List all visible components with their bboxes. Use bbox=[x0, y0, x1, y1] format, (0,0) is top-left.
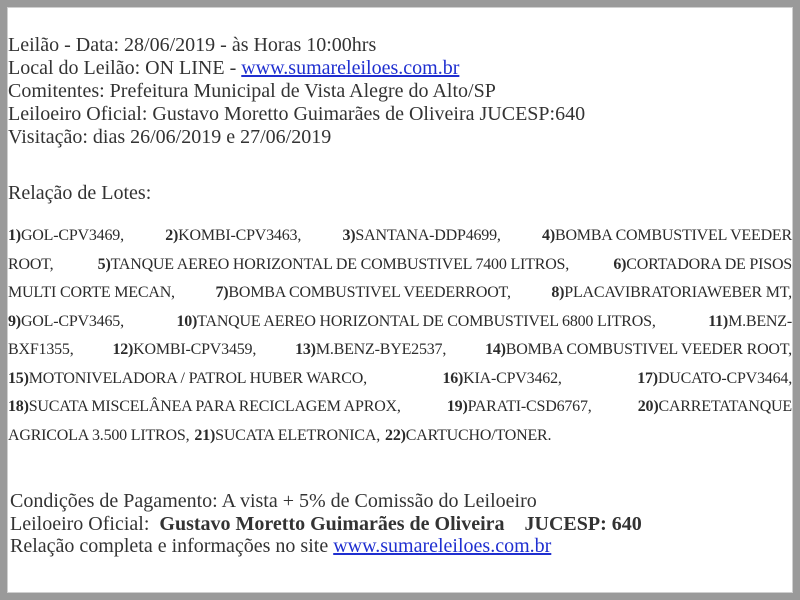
lot-description: CARRETATANQUE bbox=[658, 398, 792, 415]
lot-description: KIA-CPV3462, bbox=[463, 369, 562, 387]
lot-item bbox=[551, 279, 792, 308]
lot-number: 5) bbox=[97, 255, 111, 273]
lot-number: 2) bbox=[165, 227, 179, 244]
lot-description: ROOT, bbox=[8, 255, 54, 273]
lot-description: BOMBA COMBUSTIVEL VEEDER bbox=[554, 227, 792, 244]
location-label: Local do Leilão: ON LINE - bbox=[8, 57, 242, 79]
lot-item bbox=[194, 422, 380, 451]
lot-item bbox=[442, 365, 561, 394]
lot-item bbox=[447, 393, 592, 422]
lot-number: 1) bbox=[8, 227, 21, 244]
lot-description: AGRICOLA 3.500 LITROS, bbox=[8, 426, 190, 444]
lot-description: TANQUE AEREO HORIZONTAL DE COMBUSTIVEL 6800 LITROS, bbox=[197, 312, 656, 330]
footer-auctioneer-label: Leiloeiro Oficial: bbox=[10, 512, 150, 535]
lot-item bbox=[708, 308, 792, 337]
lot-item bbox=[613, 251, 792, 280]
auction-footer bbox=[10, 490, 790, 558]
lot-description: DUCATO-CPV3464, bbox=[657, 369, 792, 387]
lot-number: 21) bbox=[194, 426, 216, 444]
lot-item bbox=[342, 222, 500, 251]
lot-description: CARTUCHO/TONER. bbox=[405, 426, 552, 444]
lot-description: TANQUE AEREO HORIZONTAL DE COMBUSTIVEL 7400 LITROS, bbox=[110, 255, 570, 273]
lot-number: 10) bbox=[176, 312, 198, 330]
lot-item bbox=[8, 279, 175, 308]
lot-description: SUCATA MISCELÂNEA PARA RECICLAGEM APROX, bbox=[28, 398, 401, 415]
lot-item bbox=[295, 336, 446, 365]
lots-row bbox=[8, 365, 792, 394]
footer-site-link[interactable]: www.sumareleiloes.com.br bbox=[333, 535, 552, 557]
lot-description: M.BENZ-BYE2537, bbox=[315, 341, 447, 358]
full-listing-line bbox=[10, 535, 790, 558]
lots-list bbox=[8, 222, 792, 450]
lot-number: 16) bbox=[442, 369, 464, 387]
lot-description: GOL-CPV3469, bbox=[20, 227, 124, 244]
lot-description: PARATI-CSD6767, bbox=[467, 398, 592, 415]
lots-row bbox=[8, 422, 792, 451]
lot-description: KOMBI-CPV3463, bbox=[178, 227, 302, 244]
footer-auctioneer-line bbox=[10, 513, 790, 536]
auction-date-line: Leilão - Data: 28/06/2019 - às Horas 10:00hrs bbox=[8, 34, 377, 56]
lot-item bbox=[385, 422, 551, 451]
lot-item bbox=[485, 336, 792, 365]
lot-description: SUCATA ELETRONICA, bbox=[215, 426, 381, 444]
lot-item bbox=[215, 279, 510, 308]
lot-description: BOMBA COMBUSTIVEL VEEDER ROOT, bbox=[505, 341, 792, 358]
lot-number: 22) bbox=[385, 426, 406, 444]
lots-row bbox=[8, 336, 792, 365]
lot-number: 12) bbox=[112, 341, 134, 358]
lot-number: 7) bbox=[215, 284, 229, 301]
lot-number: 19) bbox=[446, 398, 468, 415]
lots-title: Relação de Lotes: bbox=[8, 182, 152, 204]
lot-number: 13) bbox=[295, 341, 316, 358]
lot-number: 17) bbox=[637, 369, 658, 387]
lot-item bbox=[8, 308, 124, 337]
lot-item bbox=[8, 422, 189, 451]
lot-item bbox=[638, 393, 792, 422]
lots-row bbox=[8, 251, 792, 280]
lot-number: 18) bbox=[8, 398, 29, 415]
comitentes-line: Comitentes: Prefeitura Municipal de Vista Alegre do Alto/SP bbox=[8, 80, 496, 102]
lot-number: 3) bbox=[342, 227, 356, 244]
visitation-line: Visitação: dias 26/06/2019 e 27/06/2019 bbox=[8, 126, 332, 148]
lot-number: 14) bbox=[485, 341, 506, 358]
full-listing-label: Relação completa e informações no site bbox=[10, 535, 334, 557]
lot-item bbox=[8, 222, 124, 251]
lot-description: GOL-CPV3465, bbox=[20, 312, 124, 330]
lot-number: 4) bbox=[542, 227, 555, 244]
lot-description: MULTI CORTE MECAN, bbox=[8, 284, 175, 301]
lot-item bbox=[542, 222, 792, 251]
footer-auctioneer-name: Gustavo Moretto Guimarães de Oliveira bbox=[159, 512, 505, 535]
lots-row bbox=[8, 308, 792, 337]
auctioneer-line: Leiloeiro Oficial: Gustavo Moretto Guimarães de Oliveira JUCESP:640 bbox=[8, 103, 586, 125]
lot-number: 8) bbox=[551, 284, 565, 301]
lot-description: PLACAVIBRATORIAWEBER MT, bbox=[564, 284, 792, 301]
lot-item bbox=[8, 251, 53, 280]
lot-item bbox=[8, 336, 74, 365]
lot-item bbox=[8, 393, 401, 422]
lot-item bbox=[8, 365, 367, 394]
footer-jucesp: JUCESP: 640 bbox=[524, 512, 642, 535]
lot-description: BXF1355, bbox=[8, 341, 74, 358]
lot-number: 15) bbox=[8, 369, 29, 387]
lot-item bbox=[98, 251, 569, 280]
lot-description: MOTONIVELADORA / PATROL HUBER WARCO, bbox=[28, 369, 367, 387]
lots-row bbox=[8, 279, 792, 308]
auction-location-line bbox=[8, 57, 788, 80]
lots-row bbox=[8, 222, 792, 251]
lots-row bbox=[8, 393, 792, 422]
lot-number: 11) bbox=[708, 312, 729, 330]
auction-header bbox=[8, 34, 788, 149]
lot-number: 6) bbox=[613, 255, 627, 273]
lot-item bbox=[176, 308, 655, 337]
lot-number: 9) bbox=[8, 312, 21, 330]
auction-site-link[interactable]: www.sumareleiloes.com.br bbox=[241, 57, 460, 79]
payment-conditions: Condições de Pagamento: A vista + 5% de Comissão do Leiloeiro bbox=[10, 490, 537, 512]
lot-description: SANTANA-DDP4699, bbox=[355, 227, 501, 244]
lot-description: KOMBI-CPV3459, bbox=[133, 341, 257, 358]
lot-item bbox=[637, 365, 792, 394]
lot-description: CORTADORA DE PISOS bbox=[626, 255, 792, 273]
lot-description: M.BENZ- bbox=[728, 312, 792, 330]
lot-number: 20) bbox=[637, 398, 659, 415]
lot-item bbox=[165, 222, 301, 251]
lot-description: BOMBA COMBUSTIVEL VEEDERROOT, bbox=[228, 284, 511, 301]
lot-item bbox=[112, 336, 256, 365]
